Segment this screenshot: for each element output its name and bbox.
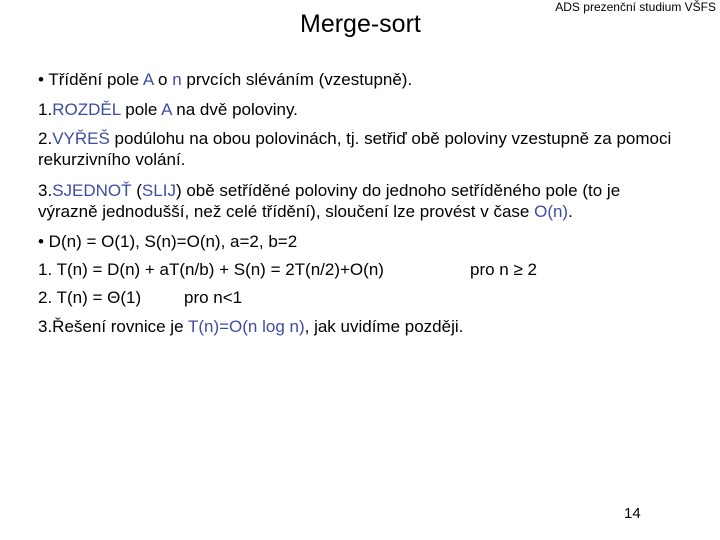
step1-prefix: 1. <box>38 100 53 119</box>
step-divide <box>38 100 298 120</box>
keyword-slij: SLIJ <box>141 181 176 200</box>
step3-prefix: 3. <box>38 181 53 200</box>
complexity-on: O(n) <box>534 202 569 221</box>
keyword-sjednot: SJEDNOŤ <box>52 181 132 200</box>
intro-suffix: prvcích sléváním (vzestupně). <box>181 70 413 89</box>
step-conquer <box>38 128 678 170</box>
step3-mid: ( <box>131 181 142 200</box>
recurrence-case-2-condition: pro n<1 <box>184 288 243 307</box>
intro-mid: o <box>153 70 173 89</box>
array-name-a-2: A <box>161 100 172 119</box>
keyword-rozdel: ROZDĚL <box>52 100 121 119</box>
solution-suffix: , jak uvidíme později. <box>304 317 464 336</box>
step2-prefix: 2. <box>38 129 53 148</box>
step3-end: . <box>568 202 573 221</box>
intro-bullet <box>38 70 412 90</box>
recurrence-case-1: 1. T(n) = D(n) + aT(n/b) + S(n) = 2T(n/2)+O(n) <box>38 260 384 279</box>
intro-prefix: • Třídění pole <box>38 70 143 89</box>
solution-prefix: 3.Řešení rovnice je <box>38 317 188 336</box>
step1-suffix: na dvě poloviny. <box>171 100 298 119</box>
recurrence-case-2: 2. T(n) = Θ(1) <box>38 288 142 307</box>
step1-mid: pole <box>120 100 162 119</box>
solution-result: T(n)=O(n log n) <box>187 317 305 336</box>
step3-text: ) obě setříděné poloviny do jednoho setříděného pole (to je výrazně jednodušší, než celé třídění), sloučení lze provést v čase <box>38 181 621 221</box>
course-header: ADS prezenční studium VŠFS <box>555 0 716 14</box>
size-n: n <box>172 70 182 89</box>
recurrence-case-1-condition: pro n ≥ 2 <box>470 260 537 279</box>
array-name-a: A <box>142 70 154 89</box>
step-combine <box>38 180 678 222</box>
parameters-bullet: • D(n) = O(1), S(n)=O(n), a=2, b=2 <box>38 232 298 251</box>
keyword-vyres: VYŘEŠ <box>52 129 110 148</box>
step2-text: podúlohu na obou polovinách, tj. setřiď obě poloviny vzestupně za pomoci rekurzivního volání. <box>38 129 672 169</box>
page-number: 14 <box>624 505 641 522</box>
solution-line <box>38 317 463 337</box>
page-title: Merge-sort <box>300 10 421 38</box>
